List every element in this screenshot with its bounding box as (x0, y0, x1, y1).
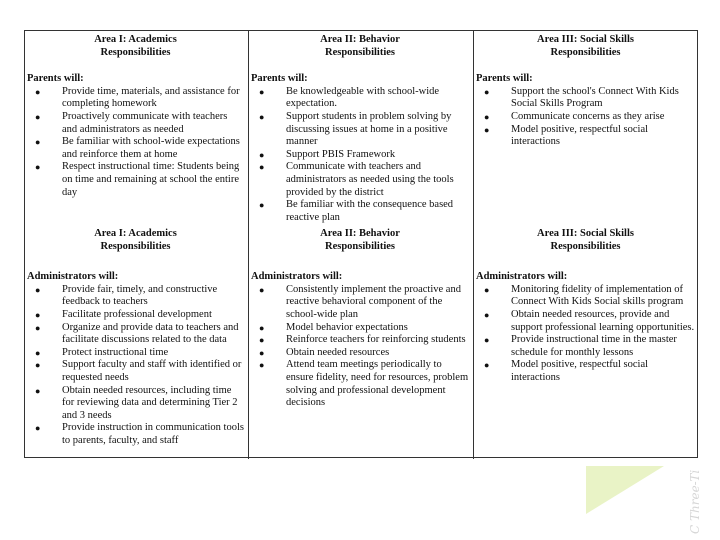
responsibility-list (476, 86, 695, 149)
cell-behavior-parents (249, 31, 474, 225)
responsibility-text: Protect instructional time (62, 346, 169, 358)
cell-behavior-administrators (249, 225, 474, 459)
bullet-icon: ● (484, 86, 490, 97)
responsibility-item (27, 322, 244, 347)
area-subtitle: Responsibilities (550, 46, 621, 58)
responsibility-text: Support students in problem solving by discussing issues at home in a positive manner (286, 110, 452, 148)
responsibility-item (27, 359, 244, 384)
area-title: Area II: Behavior (320, 228, 400, 239)
area-subtitle: Responsibilities (324, 240, 395, 252)
responsibility-item (476, 86, 695, 111)
responsibility-text: Facilitate professional development (62, 308, 212, 320)
area-title: Area I: Academics (94, 228, 177, 239)
responsibility-item (251, 347, 469, 360)
bullet-icon: ● (259, 335, 265, 346)
cell-academics-parents (25, 31, 249, 225)
bullet-icon: ● (484, 124, 490, 135)
responsibility-text: Communicate concerns as they arise (511, 110, 665, 122)
responsibility-text: Monitoring fidelity of implementation of Connect With Kids Social skills program (511, 283, 684, 308)
responsibility-text: Support faculty and staff with identified or requested needs (62, 359, 242, 383)
bullet-icon: ● (484, 360, 490, 371)
role-heading: Parents will: (27, 73, 84, 85)
responsibility-item (27, 385, 244, 423)
responsibility-text: Consistently implement the proactive and reactive behavioral component of the school-wide plan (286, 283, 461, 320)
responsibility-text: Reinforce teachers for reinforcing students (286, 334, 466, 346)
bullet-icon: ● (484, 309, 490, 320)
responsibility-text: Communicate with teachers and administrators as needed using the tools provided by the district (286, 161, 454, 198)
responsibility-text: Obtain needed resources, provide and support professional learning opportunities. (511, 308, 695, 333)
role-heading: Administrators will: (476, 271, 568, 283)
responsibility-list (476, 284, 695, 385)
area-heading (251, 228, 469, 253)
responsibility-item (27, 284, 244, 309)
area-heading (476, 34, 695, 59)
responsibility-item (251, 86, 469, 111)
bullet-icon: ● (35, 137, 41, 148)
bullet-icon: ● (35, 111, 41, 122)
area-heading (251, 34, 469, 59)
area-title: Area I: Academics (94, 34, 177, 45)
side-watermark-text (688, 454, 708, 534)
responsibility-item (476, 359, 695, 384)
responsibility-text: Support PBIS Framework (286, 148, 396, 160)
responsibility-item (27, 422, 244, 447)
responsibility-item (27, 161, 244, 199)
cell-social-skills-parents (474, 31, 699, 225)
bullet-icon: ● (35, 423, 41, 434)
responsibility-text: Obtain needed resources (286, 346, 390, 358)
role-heading: Parents will: (251, 73, 308, 85)
bullet-icon: ● (35, 385, 41, 396)
bullet-icon: ● (259, 347, 265, 358)
responsibility-item (476, 284, 695, 309)
responsibility-item (27, 111, 244, 136)
bullet-icon: ● (484, 111, 490, 122)
area-subtitle: Responsibilities (100, 46, 171, 58)
responsibility-text: Be familiar with school-wide expectations and reinforce them at home (62, 136, 240, 160)
corner-decoration (586, 466, 664, 514)
bullet-icon: ● (35, 322, 41, 333)
responsibility-text: Model positive, respectful social interactions (511, 123, 649, 148)
bullet-icon: ● (259, 322, 265, 333)
area-heading (27, 34, 244, 59)
bullet-icon: ● (35, 347, 41, 358)
responsibility-text: Organize and provide data to teachers and facilitate discussions related to the data (62, 321, 239, 346)
side-watermark-small: C (688, 524, 702, 534)
area-title: Area III: Social Skills (537, 228, 634, 239)
bullet-icon: ● (259, 111, 265, 122)
bullet-icon: ● (259, 360, 265, 371)
responsibility-text: Be familiar with the consequence based reactive plan (286, 199, 454, 223)
role-heading: Parents will: (476, 73, 533, 85)
bullet-icon: ● (35, 360, 41, 371)
responsibility-list (27, 86, 244, 199)
responsibility-item (476, 309, 695, 334)
role-heading: Administrators will: (27, 271, 119, 283)
bullet-icon: ● (259, 86, 265, 97)
responsibility-text: Proactively communicate with teachers and administrators as needed (62, 110, 228, 135)
responsibility-item (27, 136, 244, 161)
bullet-icon: ● (35, 86, 41, 97)
responsibility-text: Provide fair, timely, and constructive feedback to teachers (62, 283, 218, 308)
bullet-icon: ● (259, 162, 265, 173)
area-title: Area II: Behavior (320, 34, 400, 45)
responsibility-item (251, 199, 469, 224)
area-heading (27, 228, 244, 253)
responsibility-item (251, 359, 469, 409)
responsibility-text: Attend team meetings periodically to ensure fidelity, need for resources, problem solving and professional development decisions (286, 359, 469, 409)
bullet-icon: ● (484, 335, 490, 346)
responsibility-item (251, 111, 469, 149)
responsibility-list (251, 284, 469, 410)
responsibility-text: Provide instructional time in the master schedule for monthly lessons (511, 334, 677, 358)
area-subtitle: Responsibilities (324, 46, 395, 58)
responsibility-text: Provide time, materials, and assistance for completing homework (62, 85, 240, 110)
bullet-icon: ● (35, 284, 41, 295)
responsibility-list (251, 86, 469, 225)
responsibility-text: Be knowledgeable with school-wide expectation. (286, 85, 440, 110)
responsibility-item (251, 334, 469, 347)
responsibility-text: Respect instructional time: Students being on time and remaining at school the entire day (62, 161, 240, 198)
responsibility-text: Model behavior expectations (286, 321, 408, 333)
responsibility-item (251, 284, 469, 322)
responsibilities-table (24, 30, 698, 458)
area-heading (476, 228, 695, 253)
area-subtitle: Responsibilities (550, 240, 621, 252)
bullet-icon: ● (484, 284, 490, 295)
responsibility-text: Model positive, respectful social interactions (511, 359, 649, 383)
area-title: Area III: Social Skills (537, 34, 634, 45)
responsibility-text: Support the school's Connect With Kids Social Skills Program (511, 85, 679, 110)
responsibility-list (27, 284, 244, 448)
responsibility-item (27, 347, 244, 360)
responsibility-item (476, 124, 695, 149)
bullet-icon: ● (35, 162, 41, 173)
responsibility-item (27, 86, 244, 111)
bullet-icon: ● (35, 309, 41, 320)
side-watermark-main: Three-Ti (688, 469, 702, 521)
responsibility-text: Provide instruction in communication tools to parents, faculty, and staff (62, 422, 244, 446)
bullet-icon: ● (259, 284, 265, 295)
responsibility-item (251, 149, 469, 162)
responsibility-item (476, 334, 695, 359)
bullet-icon: ● (259, 149, 265, 160)
responsibility-item (251, 161, 469, 199)
cell-social-skills-administrators (474, 225, 699, 459)
responsibility-item (27, 309, 244, 322)
responsibility-text: Obtain needed resources, including time for reviewing data and determining Tier 2 and 3 needs (62, 384, 238, 421)
responsibility-item (476, 111, 695, 124)
role-heading: Administrators will: (251, 271, 343, 283)
area-subtitle: Responsibilities (100, 240, 171, 252)
cell-academics-administrators (25, 225, 249, 459)
bullet-icon: ● (259, 200, 265, 211)
responsibility-item (251, 322, 469, 335)
